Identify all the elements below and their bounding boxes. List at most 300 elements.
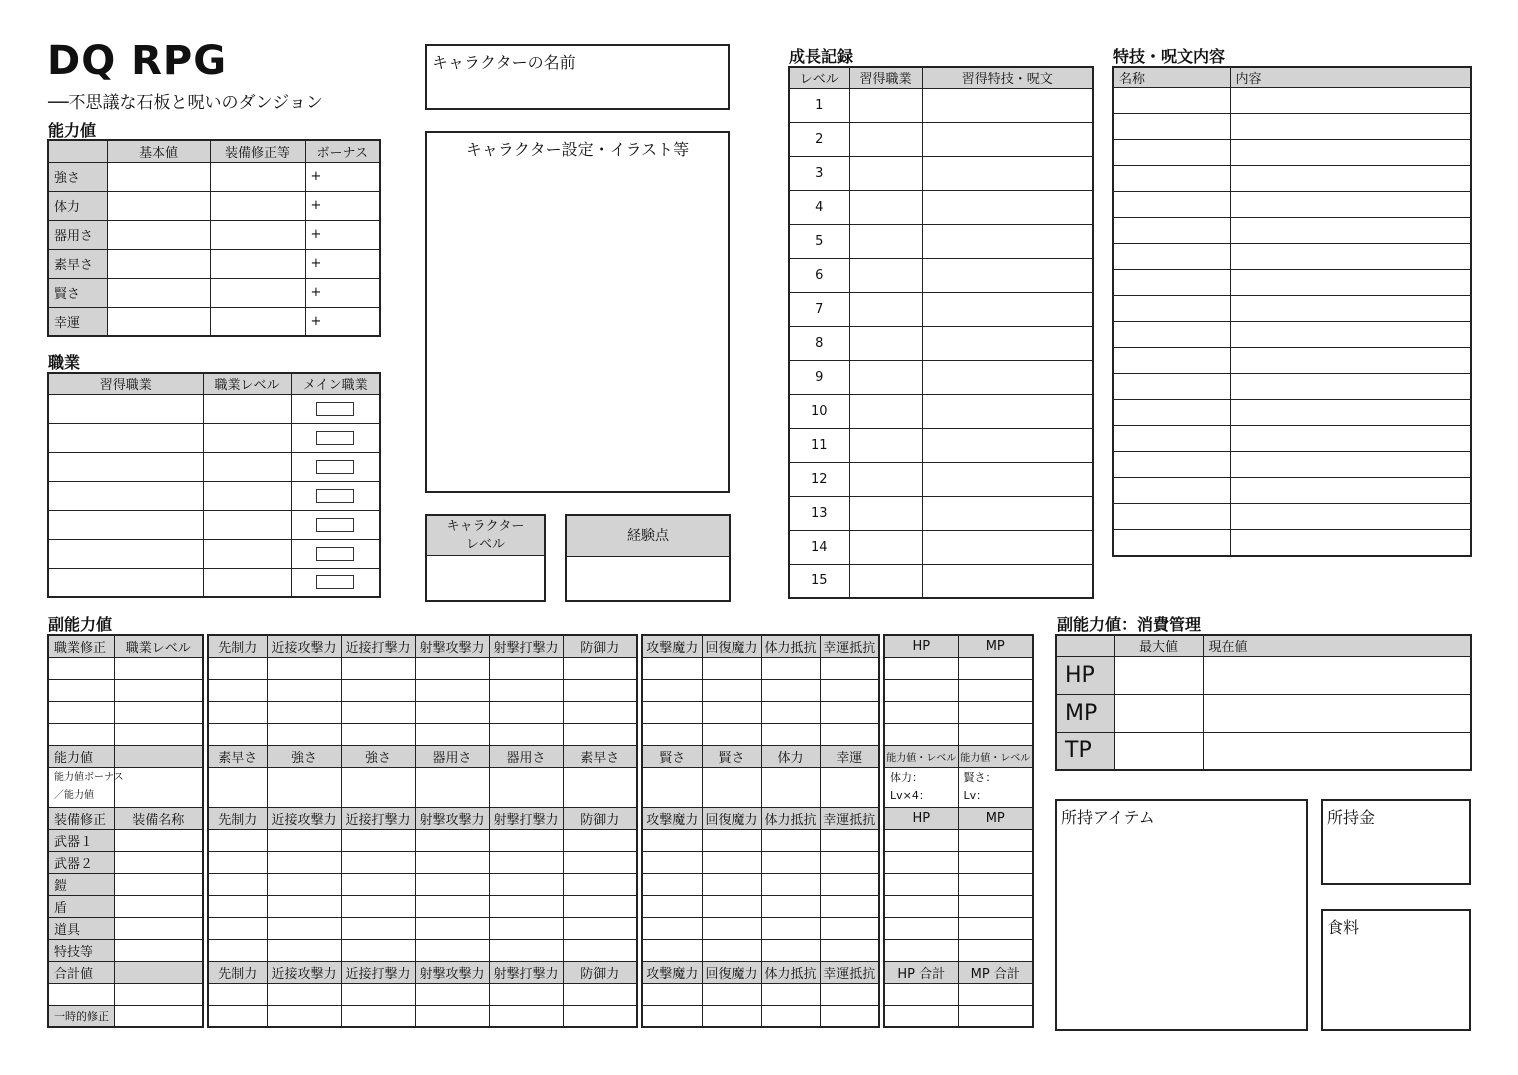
skill-content-cell[interactable] (1230, 114, 1471, 140)
skill-name-cell[interactable] (1113, 400, 1230, 426)
sub-value-cell[interactable] (761, 723, 820, 745)
skill-name-cell[interactable] (1113, 348, 1230, 374)
sub-value-cell[interactable] (761, 873, 820, 895)
sub-value-cell[interactable] (563, 851, 637, 873)
job-name-cell[interactable] (48, 423, 203, 452)
tp-max-cell[interactable] (1114, 732, 1203, 770)
growth-skill-cell[interactable] (922, 564, 1093, 598)
sub-value-cell[interactable] (208, 829, 267, 851)
growth-skill-cell[interactable] (922, 428, 1093, 462)
skill-name-cell[interactable] (1113, 192, 1230, 218)
sub-value-cell[interactable] (702, 767, 761, 807)
main-job-checkbox[interactable] (316, 518, 354, 532)
sub-value-cell[interactable] (563, 895, 637, 917)
sub-value-cell[interactable] (642, 939, 702, 961)
sub-value-cell[interactable] (415, 829, 489, 851)
sub-value-cell[interactable] (761, 851, 820, 873)
sub-value-cell[interactable] (563, 723, 637, 745)
ability-equip-cell[interactable] (210, 220, 305, 249)
growth-job-cell[interactable] (849, 360, 922, 394)
sub-value-cell[interactable] (267, 873, 341, 895)
sub-value-cell[interactable] (341, 983, 415, 1005)
sub-value-cell[interactable] (267, 939, 341, 961)
growth-skill-cell[interactable] (922, 258, 1093, 292)
job-main-cell (291, 539, 380, 568)
sub-bonus-cell[interactable] (114, 767, 203, 807)
growth-job-cell[interactable] (849, 190, 922, 224)
sub-value-cell[interactable] (267, 1005, 341, 1027)
growth-job-cell[interactable] (849, 394, 922, 428)
character-level-input[interactable] (427, 556, 544, 598)
sub-value-cell[interactable] (208, 701, 267, 723)
job-name-cell[interactable] (48, 481, 203, 510)
skill-content-cell[interactable] (1230, 452, 1471, 478)
sub-value-cell[interactable] (761, 939, 820, 961)
sub-value-cell[interactable] (267, 983, 341, 1005)
sub-value-cell[interactable] (642, 895, 702, 917)
skill-content-cell[interactable] (1230, 374, 1471, 400)
sub-value-cell[interactable] (208, 873, 267, 895)
sub-value-cell[interactable] (415, 679, 489, 701)
sub-value-cell[interactable] (415, 873, 489, 895)
ability-bonus-cell[interactable]: + (305, 191, 380, 220)
skill-name-cell[interactable] (1113, 166, 1230, 192)
experience-header (567, 516, 729, 557)
sub-value-cell[interactable] (489, 679, 563, 701)
sub-value-cell[interactable] (489, 851, 563, 873)
sub-col-header: 賢さ (702, 745, 761, 767)
sub-value-cell[interactable] (820, 939, 879, 961)
skill-name-cell[interactable] (1113, 244, 1230, 270)
job-level-cell[interactable] (114, 657, 203, 679)
hp-max-cell[interactable] (1114, 656, 1203, 694)
sub-value-cell[interactable] (702, 723, 761, 745)
sub-value-cell[interactable] (341, 679, 415, 701)
skill-content-cell[interactable] (1230, 348, 1471, 374)
ability-bonus-cell[interactable]: + (305, 220, 380, 249)
growth-skill-cell[interactable] (922, 156, 1093, 190)
job-name-cell[interactable] (48, 510, 203, 539)
sub-value-cell[interactable] (563, 917, 637, 939)
total-cell[interactable] (48, 983, 114, 1005)
sub-value-cell[interactable] (820, 895, 879, 917)
sub-value-cell[interactable] (341, 873, 415, 895)
gold-box[interactable] (1321, 799, 1471, 885)
sub-value-cell[interactable] (208, 1005, 267, 1027)
growth-skill-cell[interactable] (922, 224, 1093, 258)
ability-equip-cell[interactable] (210, 307, 305, 336)
sub-value-cell[interactable] (489, 917, 563, 939)
sub-value-cell[interactable] (702, 657, 761, 679)
growth-job-cell[interactable] (849, 224, 922, 258)
sub-value-cell[interactable] (563, 1005, 637, 1027)
sub-value-cell[interactable] (702, 939, 761, 961)
growth-job-cell[interactable] (849, 530, 922, 564)
sub-value-cell[interactable] (415, 851, 489, 873)
skill-content-cell[interactable] (1230, 504, 1471, 530)
sub-value-cell[interactable] (702, 873, 761, 895)
growth-skill-cell[interactable] (922, 530, 1093, 564)
sub-value-cell[interactable] (267, 851, 341, 873)
growth-job-cell[interactable] (849, 564, 922, 598)
sub-value-cell[interactable] (489, 873, 563, 895)
job-level-cell[interactable] (114, 679, 203, 701)
skill-name-cell[interactable] (1113, 218, 1230, 244)
job-level-cell[interactable] (203, 510, 291, 539)
sub-value-cell[interactable] (884, 873, 958, 895)
sub-value-cell[interactable] (341, 939, 415, 961)
sub-value-cell[interactable] (415, 917, 489, 939)
sub-value-cell[interactable] (563, 939, 637, 961)
skill-name-cell[interactable] (1113, 452, 1230, 478)
food-box[interactable] (1321, 909, 1471, 1031)
mp-current-cell[interactable] (1203, 694, 1471, 732)
sub-value-cell[interactable] (341, 767, 415, 807)
sub-value-cell[interactable] (208, 917, 267, 939)
skill-name-cell[interactable] (1113, 270, 1230, 296)
skill-content-cell[interactable] (1230, 478, 1471, 504)
skill-content-cell[interactable] (1230, 296, 1471, 322)
sub-value-cell[interactable] (267, 657, 341, 679)
sub-value-cell[interactable] (761, 767, 820, 807)
sub-value-cell[interactable] (341, 895, 415, 917)
abilities-heading: 能力値 (48, 121, 97, 140)
sub-value-cell[interactable] (415, 983, 489, 1005)
growth-job-cell[interactable] (849, 88, 922, 122)
sub-value-cell[interactable] (208, 895, 267, 917)
sub-value-cell[interactable] (489, 895, 563, 917)
ability-equip-cell[interactable] (210, 162, 305, 191)
skill-name-cell[interactable] (1113, 504, 1230, 530)
sub-value-cell[interactable] (884, 657, 958, 679)
sub-value-cell[interactable] (958, 679, 1033, 701)
ability-equip-cell[interactable] (210, 278, 305, 307)
sub-value-cell[interactable] (208, 657, 267, 679)
job-name-cell[interactable] (48, 568, 203, 597)
job-name-cell[interactable] (48, 539, 203, 568)
sub-value-cell[interactable] (415, 723, 489, 745)
sub-value-cell[interactable] (642, 983, 702, 1005)
equip-name-cell[interactable] (114, 829, 203, 851)
sub-value-cell[interactable] (884, 983, 958, 1005)
sub-value-cell[interactable] (884, 701, 958, 723)
sub-value-cell[interactable] (642, 829, 702, 851)
temp-mod-cell[interactable] (114, 1005, 203, 1027)
ability-base-cell[interactable] (107, 249, 210, 278)
sub-value-cell[interactable] (489, 657, 563, 679)
sub-value-cell[interactable] (208, 679, 267, 701)
sub-value-cell[interactable] (761, 895, 820, 917)
equip-name-cell[interactable] (114, 873, 203, 895)
sub-value-cell[interactable] (267, 679, 341, 701)
mp-max-cell[interactable] (1114, 694, 1203, 732)
sub-value-cell[interactable] (884, 1005, 958, 1027)
equip-name-cell[interactable] (114, 851, 203, 873)
sub-value-cell[interactable] (884, 939, 958, 961)
sub-value-cell[interactable] (958, 917, 1033, 939)
sub-value-cell[interactable] (642, 851, 702, 873)
sub-value-cell[interactable] (884, 895, 958, 917)
skill-content-cell[interactable] (1230, 426, 1471, 452)
sub-value-cell[interactable] (820, 917, 879, 939)
main-job-checkbox[interactable] (316, 547, 354, 561)
character-name-box[interactable] (425, 44, 730, 110)
job-mod-cell[interactable] (48, 723, 114, 745)
sub-value-cell[interactable] (884, 851, 958, 873)
ability-bonus-cell[interactable]: + (305, 278, 380, 307)
sub-value-cell[interactable] (884, 829, 958, 851)
sub-value-cell[interactable] (642, 873, 702, 895)
sub-value-cell[interactable] (208, 723, 267, 745)
skill-name-cell[interactable] (1113, 426, 1230, 452)
sub-value-cell[interactable] (642, 657, 702, 679)
sub-value-cell[interactable] (489, 723, 563, 745)
job-level-cell[interactable] (203, 452, 291, 481)
sub-value-cell[interactable] (958, 895, 1033, 917)
sub-value-cell[interactable] (958, 1005, 1033, 1027)
sub-value-cell[interactable] (884, 679, 958, 701)
sub-value-cell[interactable] (884, 723, 958, 745)
ability-equip-cell[interactable] (210, 249, 305, 278)
sub-value-cell[interactable] (820, 657, 879, 679)
main-job-checkbox[interactable] (316, 402, 354, 416)
ability-base-cell[interactable] (107, 162, 210, 191)
sub-value-cell[interactable] (702, 851, 761, 873)
sub-value-cell[interactable] (563, 983, 637, 1005)
skill-content-cell[interactable] (1230, 400, 1471, 426)
skill-name-cell[interactable] (1113, 114, 1230, 140)
sub-value-cell[interactable] (642, 723, 702, 745)
job-mod-cell[interactable] (48, 657, 114, 679)
sub-value-cell[interactable] (702, 917, 761, 939)
job-level-cell[interactable] (114, 701, 203, 723)
skill-name-cell[interactable] (1113, 530, 1230, 556)
sub-bonus-hp-cell[interactable] (884, 767, 958, 807)
sub-value-cell[interactable] (642, 917, 702, 939)
skill-content-cell[interactable] (1230, 530, 1471, 556)
sub-value-cell[interactable] (208, 767, 267, 807)
ability-base-cell[interactable] (107, 278, 210, 307)
sub-value-cell[interactable] (415, 939, 489, 961)
character-setting-box[interactable] (425, 131, 730, 493)
sub-value-cell[interactable] (415, 657, 489, 679)
sub-value-cell[interactable] (642, 1005, 702, 1027)
sub-value-cell[interactable] (341, 917, 415, 939)
sub-value-cell[interactable] (820, 829, 879, 851)
sub-value-cell[interactable] (642, 679, 702, 701)
sub-value-cell[interactable] (563, 657, 637, 679)
sub-value-cell[interactable] (884, 917, 958, 939)
sub-value-cell[interactable] (267, 895, 341, 917)
growth-job-cell[interactable] (849, 156, 922, 190)
sub-value-cell[interactable] (267, 723, 341, 745)
sub-value-cell[interactable] (489, 983, 563, 1005)
sub-bonus-mp-cell[interactable] (958, 767, 1033, 807)
main-job-checkbox[interactable] (316, 431, 354, 445)
ability-base-cell[interactable] (107, 307, 210, 336)
sub-value-cell[interactable] (761, 679, 820, 701)
skill-name-cell[interactable] (1113, 322, 1230, 348)
ability-bonus-cell[interactable]: + (305, 249, 380, 278)
sub-value-cell[interactable] (341, 1005, 415, 1027)
growth-job-cell[interactable] (849, 258, 922, 292)
sub-value-cell[interactable] (489, 939, 563, 961)
sub-value-cell[interactable] (702, 829, 761, 851)
ability-base-cell[interactable] (107, 220, 210, 249)
growth-skill-cell[interactable] (922, 190, 1093, 224)
growth-skill-cell[interactable] (922, 292, 1093, 326)
job-level-cell[interactable] (203, 394, 291, 423)
sub-value-cell[interactable] (563, 829, 637, 851)
sub-value-cell[interactable] (820, 1005, 879, 1027)
growth-skill-cell[interactable] (922, 326, 1093, 360)
sub-value-cell[interactable] (761, 1005, 820, 1027)
growth-skill-cell[interactable] (922, 88, 1093, 122)
sub-value-cell[interactable] (820, 701, 879, 723)
sub-value-cell[interactable] (208, 939, 267, 961)
main-job-checkbox[interactable] (316, 489, 354, 503)
sub-value-cell[interactable] (267, 701, 341, 723)
growth-skill-cell[interactable] (922, 394, 1093, 428)
sub-value-cell[interactable] (563, 679, 637, 701)
sub-value-cell[interactable] (208, 983, 267, 1005)
skill-name-cell[interactable] (1113, 296, 1230, 322)
equip-name-cell[interactable] (114, 895, 203, 917)
sub-value-cell[interactable] (415, 895, 489, 917)
sub-value-cell[interactable] (958, 657, 1033, 679)
growth-job-cell[interactable] (849, 326, 922, 360)
tp-current-cell[interactable] (1203, 732, 1471, 770)
sub-value-cell[interactable] (702, 983, 761, 1005)
job-name-cell[interactable] (48, 394, 203, 423)
sub-value-cell[interactable] (563, 701, 637, 723)
job-name-cell[interactable] (48, 452, 203, 481)
sub-value-cell[interactable] (702, 701, 761, 723)
sub-value-cell[interactable] (958, 873, 1033, 895)
growth-skill-cell[interactable] (922, 496, 1093, 530)
job-level-cell[interactable] (114, 723, 203, 745)
sub-value-cell[interactable] (958, 701, 1033, 723)
skill-content-cell[interactable] (1230, 192, 1471, 218)
equip-name-cell[interactable] (114, 917, 203, 939)
sub-value-cell[interactable] (489, 701, 563, 723)
items-box[interactable] (1055, 799, 1308, 1031)
ability-equip-cell[interactable] (210, 191, 305, 220)
ability-base-cell[interactable] (107, 191, 210, 220)
skill-content-cell[interactable] (1230, 270, 1471, 296)
sub-value-cell[interactable] (415, 1005, 489, 1027)
equip-name-cell[interactable] (114, 939, 203, 961)
sub-value-cell[interactable] (341, 701, 415, 723)
sub-value-cell[interactable] (958, 851, 1033, 873)
growth-job-cell[interactable] (849, 462, 922, 496)
sub-value-cell[interactable] (820, 983, 879, 1005)
growth-job-cell[interactable] (849, 496, 922, 530)
job-mod-cell[interactable] (48, 679, 114, 701)
sub-value-cell[interactable] (820, 767, 879, 807)
sub-value-cell[interactable] (341, 851, 415, 873)
sub-value-cell[interactable] (761, 701, 820, 723)
growth-skill-cell[interactable] (922, 122, 1093, 156)
sub-value-cell[interactable] (958, 723, 1033, 745)
sub-value-cell[interactable] (341, 723, 415, 745)
sub-value-cell[interactable] (820, 851, 879, 873)
sub-value-cell[interactable] (415, 701, 489, 723)
skill-name-cell[interactable] (1113, 140, 1230, 166)
ability-bonus-cell[interactable]: + (305, 162, 380, 191)
sub-value-cell[interactable] (702, 679, 761, 701)
main-job-checkbox[interactable] (316, 460, 354, 474)
main-job-checkbox[interactable] (316, 575, 354, 589)
skill-content-cell[interactable] (1230, 218, 1471, 244)
sub-value-cell[interactable] (489, 829, 563, 851)
hp-current-cell[interactable] (1203, 656, 1471, 694)
job-level-cell[interactable] (203, 568, 291, 597)
sub-value-cell[interactable] (267, 917, 341, 939)
job-level-cell[interactable] (203, 539, 291, 568)
sub-value-cell[interactable] (341, 657, 415, 679)
growth-job-cell[interactable] (849, 292, 922, 326)
character-level-label-1: キャラクター (446, 519, 525, 534)
skill-content-cell[interactable] (1230, 244, 1471, 270)
sub-value-cell[interactable] (489, 767, 563, 807)
sub-value-cell[interactable] (341, 829, 415, 851)
sub-value-cell[interactable] (702, 1005, 761, 1027)
job-mod-cell[interactable] (48, 701, 114, 723)
sub-value-cell[interactable] (642, 767, 702, 807)
sub-value-cell[interactable] (761, 983, 820, 1005)
job-main-cell (291, 568, 380, 597)
skill-name-cell[interactable] (1113, 88, 1230, 114)
sub-value-cell[interactable] (761, 657, 820, 679)
skill-content-cell[interactable] (1230, 140, 1471, 166)
growth-job-cell[interactable] (849, 428, 922, 462)
growth-skill-cell[interactable] (922, 360, 1093, 394)
sub-value-cell[interactable] (489, 1005, 563, 1027)
sub-value-cell[interactable] (702, 895, 761, 917)
character-setting-label: キャラクター設定・イラスト等 (465, 140, 690, 159)
job-level-cell[interactable] (203, 423, 291, 452)
sub-value-cell[interactable] (820, 873, 879, 895)
growth-job-cell[interactable] (849, 122, 922, 156)
sub-value-cell[interactable] (267, 829, 341, 851)
sub-value-cell[interactable] (820, 679, 879, 701)
sub-value-cell[interactable] (958, 939, 1033, 961)
skill-name-cell[interactable] (1113, 374, 1230, 400)
sub-value-cell[interactable] (563, 767, 637, 807)
growth-skill-cell[interactable] (922, 462, 1093, 496)
sub-value-cell[interactable] (267, 767, 341, 807)
skill-content-cell[interactable] (1230, 322, 1471, 348)
sub-value-cell[interactable] (563, 873, 637, 895)
skill-content-cell[interactable] (1230, 88, 1471, 114)
skill-name-cell[interactable] (1113, 478, 1230, 504)
sub-value-cell[interactable] (958, 829, 1033, 851)
sub-value-cell[interactable] (642, 701, 702, 723)
skill-content-cell[interactable] (1230, 166, 1471, 192)
character-name-label: キャラクターの名前 (432, 53, 576, 72)
total-cell[interactable] (114, 983, 203, 1005)
ability-bonus-cell[interactable]: + (305, 307, 380, 336)
sub-value-cell[interactable] (415, 767, 489, 807)
job-level-cell[interactable] (203, 481, 291, 510)
sub-value-cell[interactable] (820, 723, 879, 745)
sub-value-cell[interactable] (958, 983, 1033, 1005)
sub-value-cell[interactable] (761, 917, 820, 939)
experience-input[interactable] (567, 557, 729, 599)
sub-value-cell[interactable] (208, 851, 267, 873)
sub-value-cell[interactable] (761, 829, 820, 851)
